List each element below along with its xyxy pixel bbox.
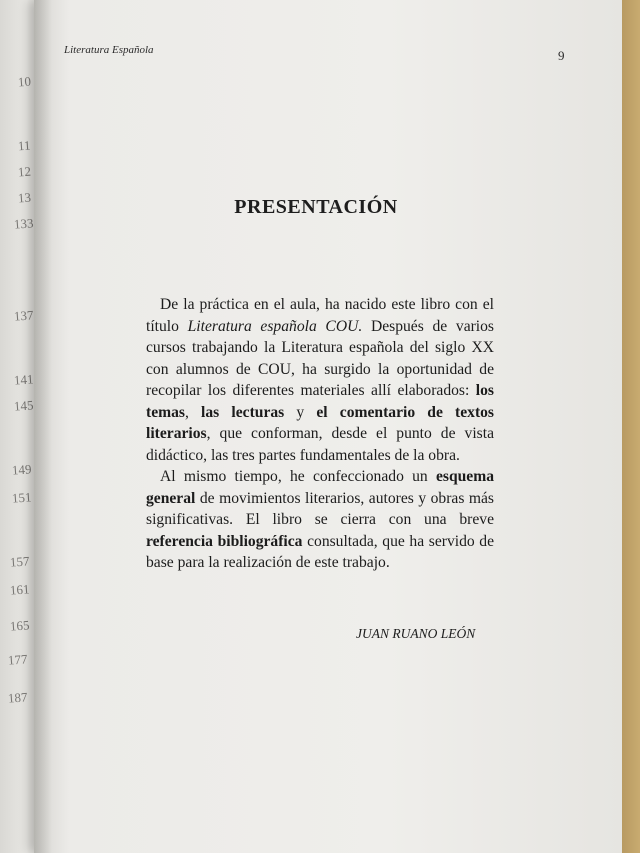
table-surface (622, 0, 640, 853)
toc-page-number: 165 (9, 617, 30, 634)
page-spine-shadow (34, 0, 52, 853)
toc-page-number: 149 (11, 461, 32, 478)
toc-page-number: 10 (17, 73, 32, 90)
toc-page-number: 177 (7, 651, 28, 668)
toc-page-number: 151 (11, 489, 32, 506)
emphasis: los temas (146, 382, 494, 421)
paragraph: Al mismo tiempo, he confeccionado un esquema general de movimientos literarios, autores y obras más significativas. El libro se cierra con una breve referencia bibliográfica consultada, que ha servido de base para la realización de este trabajo. (146, 468, 494, 571)
emphasis: el comentario de textos literarios (146, 403, 494, 442)
toc-page-number: 157 (9, 553, 30, 570)
paragraph: De la práctica en el aula, ha nacido este libro con el título Literatura española COU. Después de varios cursos trabajando la Literatura española del siglo XX con alumnos de COU, ha surgido la oportunidad de recopilar los diferentes materiales allí elaborados: los temas, las lecturas y el comentario de textos literarios, que conforman, desde el punto de vista didáctico, las tres partes fundamentales de la obra. (146, 296, 495, 464)
running-header: Literatura Española (64, 44, 154, 56)
toc-page-number: 141 (13, 371, 34, 388)
toc-page-number: 145 (13, 397, 34, 414)
toc-page-number: 12 (17, 163, 32, 180)
page-title: PRESENTACIÓN (234, 196, 398, 218)
author-signature: JUAN RUANO LEÓN (356, 626, 476, 641)
toc-page-number: 13 (17, 189, 32, 206)
toc-page-number: 133 (13, 215, 34, 232)
emphasis: las lecturas (201, 403, 285, 421)
book-title: Literatura española COU. (187, 317, 363, 335)
emphasis: referencia bibliográfica (146, 532, 303, 550)
toc-page-number: 187 (7, 689, 28, 706)
toc-page-number: 137 (13, 307, 34, 324)
emphasis: esquema general (146, 468, 494, 507)
toc-page-number: 161 (9, 581, 30, 598)
toc-page-number: 11 (17, 137, 32, 154)
page-number: 9 (558, 48, 565, 63)
